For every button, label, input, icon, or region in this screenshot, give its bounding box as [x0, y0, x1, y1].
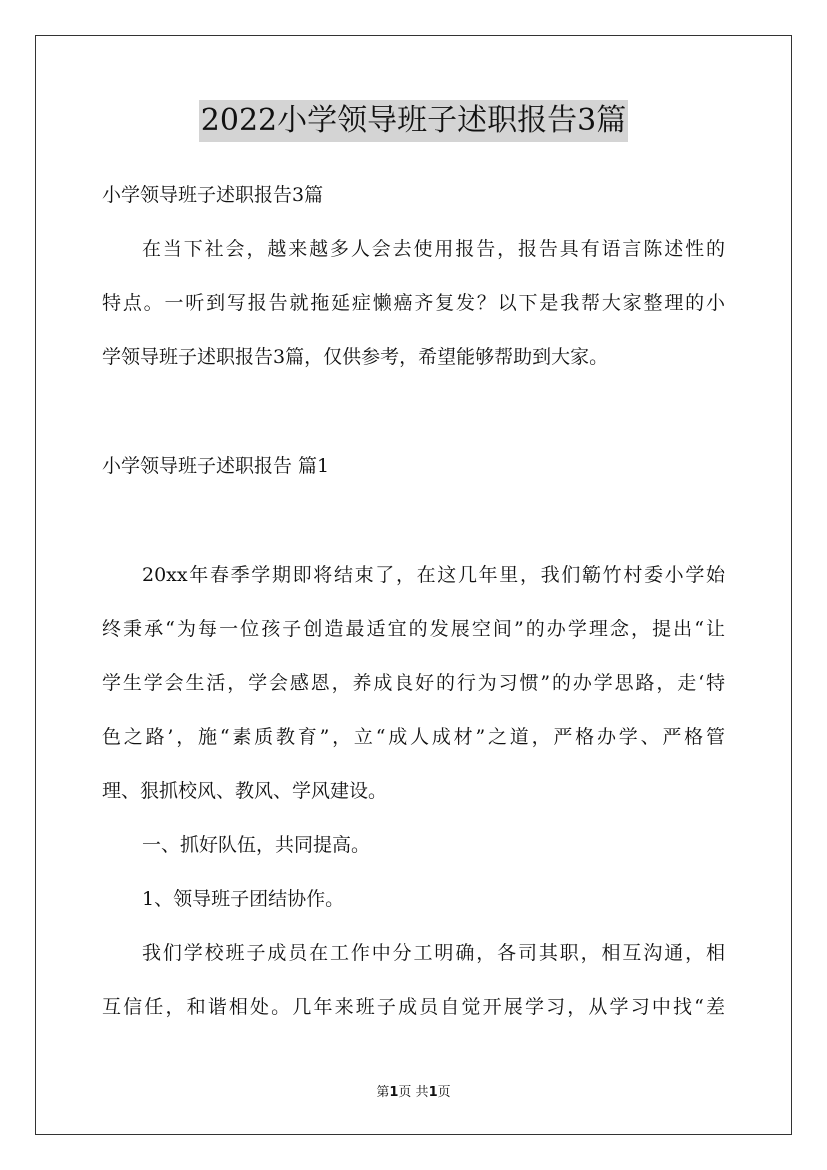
- footer-prefix: 第: [376, 1085, 390, 1100]
- body-line-3: 学生学会生活，学会感恩，养成良好的行为习惯”的办学思路，走‘特: [102, 672, 725, 694]
- footer-page-current: 1: [389, 1085, 399, 1100]
- body-line-6: 一、抓好队伍，共同提高。: [142, 834, 371, 856]
- title-container: [0, 100, 827, 142]
- document-subtitle: 小学领导班子述职报告3篇: [102, 184, 324, 206]
- page-footer: [0, 1084, 827, 1102]
- section-heading: 小学领导班子述职报告 篇1: [102, 455, 330, 477]
- body-line-7: 1、领导班子团结协作。: [142, 888, 345, 910]
- intro-line-2: 特点。一听到写报告就拖延症懒癌齐复发？以下是我帮大家整理的小: [102, 292, 725, 314]
- intro-line-3: 学领导班子述职报告3篇，仅供参考，希望能够帮助到大家。: [102, 346, 609, 368]
- body-line-4: 色之路’，施“素质教育”，立“成人成材”之道，严格办学、严格管: [102, 726, 725, 748]
- footer-page-total: 1: [428, 1085, 438, 1100]
- body-line-5: 理、狠抓校风、教风、学风建设。: [102, 780, 388, 802]
- footer-mid: 页 共: [398, 1085, 429, 1100]
- intro-line-1: 在当下社会，越来越多人会去使用报告，报告具有语言陈述性的: [142, 238, 725, 260]
- body-line-1: 20xx年春季学期即将结束了，在这几年里，我们簕竹村委小学始: [142, 564, 725, 586]
- body-line-8: 我们学校班子成员在工作中分工明确，各司其职，相互沟通，相: [142, 942, 725, 964]
- body-line-2: 终秉承“为每一位孩子创造最适宜的发展空间”的办学理念，提出“让: [102, 618, 725, 640]
- document-title: 2022小学领导班子述职报告3篇: [199, 100, 628, 142]
- footer-suffix: 页: [437, 1085, 451, 1100]
- body-line-9: 互信任，和谐相处。几年来班子成员自觉开展学习，从学习中找“差: [102, 996, 725, 1018]
